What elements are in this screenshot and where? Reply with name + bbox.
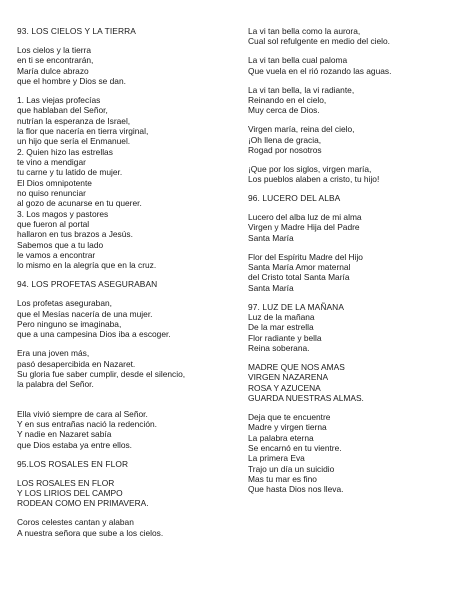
lyric-line: lo mismo en la alegría que en la cruz. bbox=[17, 260, 157, 271]
lyric-line: la flor que nacería en tierra virginal, bbox=[17, 125, 149, 136]
lyric-line: A nuestra señora que sube a los cielos. bbox=[17, 527, 164, 538]
stanza-gap bbox=[17, 509, 235, 518]
lyric-line: ROSA Y AZUCENA bbox=[248, 382, 321, 393]
lyric-line: ¡Que por los siglos, virgen maría, bbox=[248, 163, 372, 174]
lyric-line: Y nadie en Nazaret sabía bbox=[17, 429, 112, 440]
stanza-gap bbox=[17, 469, 235, 478]
stanza-gap bbox=[17, 390, 235, 409]
lyric-line: De la mar estrella bbox=[248, 322, 314, 333]
lyric-line: Se encarnó en tu vientre. bbox=[248, 442, 342, 453]
stanza-gap bbox=[248, 203, 470, 212]
lyric-line: ¡Oh llena de gracia, bbox=[248, 134, 322, 145]
stanza-gap bbox=[17, 450, 235, 459]
lyric-line: 3. Los magos y pastores bbox=[17, 208, 109, 219]
lyric-line: Que hasta Dios nos lleva. bbox=[248, 484, 344, 495]
song-title: 94. LOS PROFETAS ASEGURABAN bbox=[17, 279, 158, 290]
lyric-line: Los pueblos alaben a cristo, tu hijo! bbox=[248, 174, 380, 185]
stanza-gap bbox=[248, 243, 470, 252]
lyric-line: Cual sol refulgente en medio del cielo. bbox=[248, 36, 390, 47]
lyric-line: hallaron en tus brazos a Jesús. bbox=[17, 229, 133, 240]
lyric-line: Coros celestes cantan y alaban bbox=[17, 517, 134, 528]
stanza-gap bbox=[248, 116, 470, 125]
lyric-line: Y en sus entrañas nació la redención. bbox=[17, 418, 157, 429]
song-title: 96. LUCERO DEL ALBA bbox=[248, 193, 341, 204]
lyric-line: GUARDA NUESTRAS ALMAS. bbox=[248, 392, 364, 403]
song-title: 95.LOS ROSALES EN FLOR bbox=[17, 458, 129, 469]
lyric-line: nutrían la esperanza de Israel, bbox=[17, 115, 131, 126]
lyric-line: Virgen maría, reina del cielo, bbox=[248, 124, 355, 135]
stanza-gap bbox=[248, 47, 470, 56]
lyric-line: La vi tan bella como la aurora, bbox=[248, 26, 361, 36]
lyric-line: Santa María Amor maternal bbox=[248, 262, 351, 272]
stanza-gap bbox=[17, 36, 235, 45]
lyric-line: Sabemos que a tu lado bbox=[17, 239, 104, 250]
stanza-gap bbox=[248, 76, 470, 85]
lyric-line: Los cielos y la tierra bbox=[17, 44, 92, 55]
lyric-line: Reina soberana. bbox=[248, 343, 310, 353]
lyric-line: que a una campesina Dios iba a escoger. bbox=[17, 329, 171, 340]
lyric-line: Luz de la mañana bbox=[248, 311, 315, 322]
lyric-line: Lucero del alba luz de mi alma bbox=[248, 212, 362, 223]
lyric-line: Pero ninguno se imaginaba, bbox=[17, 318, 122, 329]
stanza-gap bbox=[17, 290, 235, 299]
lyric-line: Flor del Espíritu Madre del Hijo bbox=[248, 251, 363, 262]
stanza-gap bbox=[248, 155, 470, 164]
lyric-line: Reinando en el cielo, bbox=[248, 94, 327, 105]
lyric-line: MADRE QUE NOS AMAS bbox=[248, 361, 345, 372]
lyric-line: tu carne y tu latido de mujer. bbox=[17, 167, 123, 178]
lyric-line: Muy cerca de Dios. bbox=[248, 105, 320, 116]
lyric-line: Trajo un día un suicidio bbox=[248, 463, 335, 474]
lyric-line: La primera Eva bbox=[248, 453, 305, 464]
lyric-line: que hablaban del Señor, bbox=[17, 105, 108, 116]
stanza-gap bbox=[17, 86, 235, 95]
lyric-line: Santa María bbox=[248, 282, 294, 293]
lyric-line: Deja que te encuentre bbox=[248, 411, 331, 422]
lyric-line: Mas tu mar es fino bbox=[248, 473, 317, 484]
lyric-line: que fueron al portal bbox=[17, 219, 90, 230]
lyric-line: Madre y virgen tierna bbox=[248, 422, 327, 433]
lyric-line: Que vuela en el rió rozando las aguas. bbox=[248, 65, 392, 76]
lyric-line: te vino a mendigar bbox=[17, 156, 86, 167]
lyric-line: María dulce abrazo bbox=[17, 65, 89, 76]
lyric-line: VIRGEN NAZARENA bbox=[248, 372, 329, 383]
lyric-line: Era una joven más, bbox=[17, 348, 90, 359]
stanza-gap bbox=[17, 340, 235, 349]
lyric-line: pasó desapercibida en Nazaret. bbox=[17, 358, 136, 369]
lyric-line: La vi tan bella, la vi radiante, bbox=[248, 84, 355, 95]
stanza-gap bbox=[248, 353, 470, 362]
stanza-gap bbox=[248, 403, 470, 412]
song-title: 93. LOS CIELOS Y LA TIERRA bbox=[17, 26, 136, 36]
lyric-line: la palabra del Señor. bbox=[17, 379, 94, 390]
lyric-line: del Cristo total Santa María bbox=[248, 272, 350, 283]
lyric-line: que Dios estaba ya entre ellos. bbox=[17, 439, 132, 450]
lyric-line: un hijo que sería el Enmanuel. bbox=[17, 136, 131, 147]
stanza-gap bbox=[248, 293, 470, 302]
stanza-gap bbox=[17, 271, 235, 280]
lyric-line: en ti se encontrarán, bbox=[17, 55, 94, 66]
lyric-line: Santa María bbox=[248, 232, 294, 243]
lyric-line: que el hombre y Dios se dan. bbox=[17, 75, 126, 86]
lyric-line: le vamos a encontrar bbox=[17, 250, 96, 261]
lyric-line: Los profetas aseguraban, bbox=[17, 298, 112, 309]
lyric-line: La palabra eterna bbox=[248, 432, 314, 443]
lyric-line: El Dios omnipotente bbox=[17, 177, 92, 188]
lyric-line: no quiso renunciar bbox=[17, 188, 86, 198]
lyric-line: Y LOS LIRIOS DEL CAMPO bbox=[17, 487, 123, 498]
stanza-gap bbox=[248, 185, 470, 194]
right-column bbox=[248, 26, 470, 495]
lyric-line: Su gloria fue saber cumplir, desde el silencio, bbox=[17, 368, 186, 379]
lyric-line: LOS ROSALES EN FLOR bbox=[17, 477, 115, 488]
lyric-line: que el Mesías nacería de una mujer. bbox=[17, 308, 153, 319]
lyric-line: al gozo de acunarse en tu querer. bbox=[17, 198, 142, 209]
lyric-line: Ella vivió siempre de cara al Señor. bbox=[17, 408, 148, 419]
left-column bbox=[17, 26, 235, 538]
lyric-line: 2. Quien hizo las estrellas bbox=[17, 146, 113, 157]
lyric-line: 1. Las viejas profecías bbox=[17, 94, 101, 105]
lyric-line: La vi tan bella cual paloma bbox=[248, 55, 348, 66]
song-title: 97. LUZ DE LA MAÑANA bbox=[248, 301, 345, 312]
lyric-line: Flor radiante y bella bbox=[248, 332, 322, 343]
lyric-line: Rogad por nosotros bbox=[248, 144, 322, 155]
lyric-line: RODEAN COMO EN PRIMAVERA. bbox=[17, 498, 149, 509]
lyric-line: Virgen y Madre Hija del Padre bbox=[248, 222, 360, 233]
